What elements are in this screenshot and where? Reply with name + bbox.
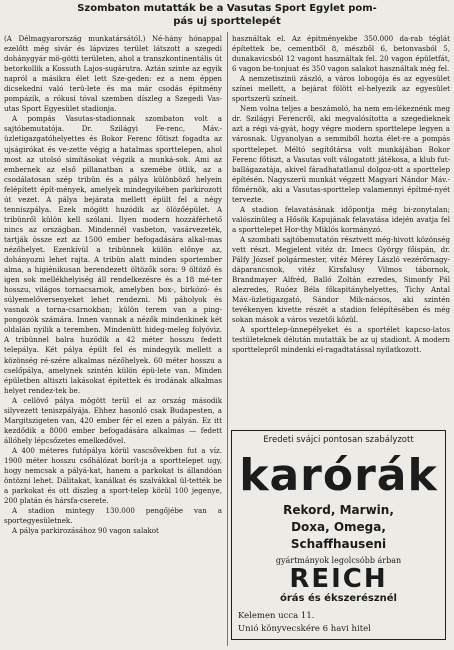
ad-address: Kelemen ucca 11. <box>238 611 315 621</box>
paragraph: A cellövő pálya mögött terül el az ország második silyvezett teniszpályája. Ehhez hasonló csak Budapesten, a Margitszigeten van, 420 ember fér el ezen a pályán. Ez itt kezdődik a 8000 ember befogadására alkalmas — fedett állóhely lépcsőzetes emelkedővel. <box>4 395 222 445</box>
right-article-column <box>232 34 450 429</box>
watch-advertisement <box>231 430 446 640</box>
ad-brands-3: Schaffhauseni <box>290 537 387 551</box>
paragraph: A szombati sajtóbemutatón résztvett még-hivott közönség vett részt. Megjelent vitéz dr. Imecs György főispán, dr. Pálfy József polgármester, vitéz Mérey László vezérőrnagy-dáparancsnok, vitéz Kirsfalusy Vilmos tábornok, Brandmayer Alfréd, Balló Zoltán ezredes, Simonfy Pál alezredes, Ruóez Béla főkapitányhelyettes, Tichy Antal Máv.-üzletigazgató, Sándor Mik-nácsos, aki szintén tevékenyen kivette részét a stadion felépítésében és még sokan mások a város vezetői közül. <box>232 234 450 325</box>
ad-shop-name: REICH <box>289 564 388 594</box>
ad-brands-2: Doxa, Omega, <box>291 520 386 534</box>
paragraph: A stadion mintegy 130.000 pengőjébe van a sportegyesületnek. <box>4 506 222 526</box>
ad-price-note: gyártmányok legolcsóbb árban <box>275 556 402 565</box>
paragraph: A stadion felavatásának időpontja még bi-zonytalan; valószínüleg a Hősök Kapujának felavatása idején avatja fel a sporttelepet Hor-thy Miklós kormányzó. <box>232 204 450 234</box>
paragraph: (A Délmagyarország munkatársától.) Né-hány hónappal ezelőtt még sivár és lápvizes terület látszott a szegedi dohánygyár mö-götti területen, ahol a transzkontinentális út betorkollik a Kossuth Lajos-sugárutra. Aztán szinte az egyik napról a másikra élet lett Sze-geden: ez a nem éppen dicsekedni való terü-lete és ma már csodás épitmény pompázik, a rókusi tóval szemben díszleg a Szegedi Vas-utas Sport Egyesület stadionja. <box>4 34 222 114</box>
column-divider <box>227 32 228 646</box>
paragraph: A nemzetiszinü zászló, a város lobogója és az egyesület színei mellett, a bejárat fölött el-helyezik az egyesület sportszerü színeit. <box>232 74 450 104</box>
ad-credit-note: Unió könyvecskére 6 havi hitel <box>238 624 371 634</box>
paragraph: A 400 méteres futópálya körül vascsővekben fut a víz. 1900 méter hosszu csőhálózat borít-ja a sporttelepet ugy, hogy nemcsak a pályá-kat, hanem a parkokat is állandóan öntözni lehet. Dálitakat, kanálkat és szalvákkal ül-tették be a parkokat és ott díszleg a sport-telep körül 100 jegenye, 200 platán és hársfa-cserete. <box>4 445 222 506</box>
ad-brands-1: Rekord, Marwin, <box>283 503 394 517</box>
left-article-column <box>4 34 222 646</box>
headline <box>0 2 454 28</box>
ad-headline: karórák <box>239 450 438 501</box>
paragraph: Nem volna teljes a beszámoló, ha nem em-lékeznénk meg dr. Szilágyi Ferencről, aki megvalósította a szegedieknek azt a régi vá-gyát, hogy végre modern sporttelepe legyen a városnak. Ugyanolyan a semmiből hozta élet-re a pompás sporttelepet. Méltó segítőtársa volt munkájában Bokor Ferenc főtiszt, a Vasutas volt válogatott játékosa, a klub fut-ballágazatája, akivel fáradhatatlanul dolgoz-ott a sporttelep építésén. Nagyszerü munkát végzett Magyari Nándor Máv.-főmérnök, aki a Vasutas-sporttelep valamennyi építmé-nyét tervezte. <box>232 104 450 204</box>
paragraph: A sporttelep-ünnepélyeket és a sportélet kapcso-latos testületeknek délután mutatták be az uj stadiont. A modern sporttelepről mindenki el-ragadtatással nyilatkozott. <box>232 325 450 355</box>
ad-shop-type: órás és ékszerésznél <box>279 593 397 604</box>
headline-line-1: Szombaton mutatták be a Vasutas Sport Egylet pom- <box>77 3 377 14</box>
ad-intro: Eredeti svájci pontosan szabályzott <box>263 435 414 445</box>
paragraph: A pompás Vasutas-stadionnak szombaton volt a sajtóbemutatója. Dr. Szilágyi Fe-renc, Máv.-üzletigazgatóhelyettes és Bokor Ferenc főtiszt fogadta az ujságirókat és ve-zette végig a hatalmas sporttelepen, ahol most az utolsó simításokat végzik a munká-sok. Ami az embernek az első pillanatban a szemébe ötlik, az a csodálatosan szép tribün és a pálya különböző helyein felépített épít-mények, amelyek mindegyikében parkirozott út vezet. A pálya bejárata mellett épült fel a négy tenniszpálya. Ezek mögött huzódik az ölözőépület. A tribünről külön kell szólani. Ilyen modern hozzáférhető nincs az országban. Mindennél vasbeton, vasárvezeték, tartják össze ezt az 1500 ember befogadására alkal-mas nézőhelyet. Ezenkívül a tribünnek külön előnye az, dohányozni lehet rajta. A tribün alatt minden sportember alma, a higiénikusan berendezett öltözők sora: 9 öltöző és igen sok mellékhelyiség áll rendelkezésre és a 18 mé-ter hosszu, világos tornacsarnok, amelyben box-, birkózó- és súlyemelőversenyeket lehet rendezni. Mi páholyok és vasnak a torna-csarnokban; külön terem van a ping-pongozók számára. Innen vannak a nézők mindenkinek két oldalán nyilik a teremben. Mindenütt hideg-meleg folyóviz. A tribünnel balra huzódik a 42 méter hosszu fedett telepályа. Két pálya épült fel és mindegyik mellett a közönség ré-szére alkalmas nézőhelyek. 60 méter hosszu a cselőpálya, amelynek szintén külön épü-lete van. Minden épületben altiszti lakásokat építettek és irodának alkalmas helyet rendez-tek be. <box>4 114 222 395</box>
headline-line-2: pás uj sporttelepét <box>173 16 281 27</box>
paragraph: A pálya parkirozásához 90 vagon salakot <box>12 526 159 536</box>
paragraph: használtak el. Az épitményekbe 350.000 da-rab téglát építettek be, cementből 8, mészből 6, betonvasból 5, dunakavicsból 12 vagont használtak fel. 20 vagon épületfát, 6 vagon be-tonjuat és 350 vagon salakot használtak még fel. <box>232 34 450 74</box>
